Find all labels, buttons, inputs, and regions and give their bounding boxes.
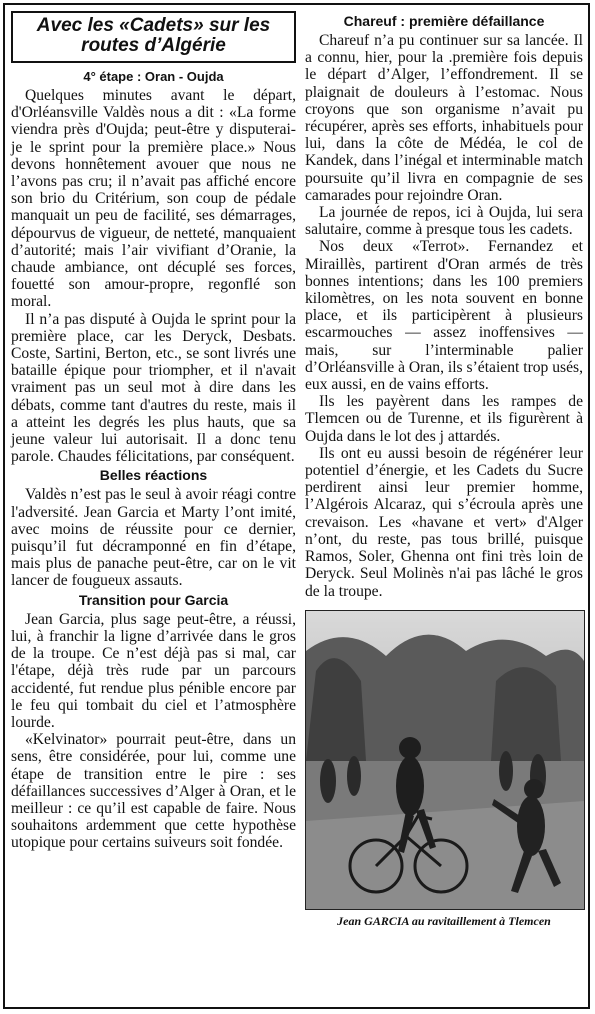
section-heading: Belles réactions: [99, 467, 208, 484]
paragraph: Jean Garcia, plus sage peut-être, a réussi, lui, à franchir la ligne d’arrivée dans le gros de la troupe. Ce n’est déjà pas si mal, car l'étape, déjà très rude par un parcours accidenté, fut rendue plus pénible encore par le feu qui tombait du ciel et l’atmosphère lourde.: [11, 610, 296, 731]
paragraph: Valdès n’est pas le seul à avoir réagi contre l'adversité. Jean Garcia et Marty l’ont imité, avec moins de réussite pour ce dernier, puisqu’il fut décramponné en fin d’étape, mais plus de panache peut-être, car on le vit lancer de fougueux assauts.: [11, 486, 296, 590]
section-heading: Chareuf : première défaillance: [343, 13, 545, 29]
left-column: [11, 11, 296, 852]
paragraph: «Kelvinator» pourrait peut-être, dans un sens, être considérée, pour lui, comme une étape de transition entre le pire : ses défaillances successives d’Alger à Oran, et le meilleur : ce qu’il est capable de faire. Nous souhaitons ardemment que cette hypothèse utopique pour certains suiveurs soit fondée.: [11, 731, 296, 852]
stage-subtitle: 4° étape : Oran - Oujda: [83, 69, 224, 84]
article-title: Avec les «Cadets» sur les routes d’Algérie: [36, 15, 271, 56]
paragraph: Nos deux «Terrot». Fernandez et Miraillès, partirent d'Oran armés de très bonnes intentions; dans les 100 premiers kilomètres, on les nota souvent en bonne place, et ils participèrent à plusieurs escarmouches — assez inoffensives — mais, sur l’interminable palier d’Orléansville à Oran, ils s’étaient trop usés, eux aussi, en de vains efforts.: [305, 238, 584, 394]
paragraph: Ils ont eu aussi besoin de régénérer leur potentiel d’énergie, et les Cadets du Sucre perdirent ainsi leur premier homme, l’Algérois Alcaraz, qui s’écroula après une crevaison. Les «havane et vert» d'Alger n’ont, du reste, pas tous brillé, puisque Ramos, Soler, Ghenna ont fini très loin de Deryck. Seul Molinès n'ai pas lâché le gros de la troupe.: [305, 444, 583, 600]
right-column: [305, 11, 583, 929]
paragraph: La journée de repos, ici à Oujda, lui sera salutaire, comme à presque tous les cadets.: [305, 204, 583, 239]
cyclist-photo: [305, 610, 585, 910]
title-box: [11, 11, 296, 63]
newspaper-clipping: [3, 3, 590, 1009]
section-heading: Transition pour Garcia: [78, 591, 229, 608]
photo-caption: Jean GARCIA au ravitaillement à Tlemcen: [337, 913, 551, 928]
cyclist-photo-illustration: [306, 611, 584, 909]
paragraph: Chareuf n’a pu continuer sur sa lancée. Il a connu, hier, pour la .première fois depuis le départ d’Alger, l’effondrement. Il se plaignait de douleurs à l’estomac. Nous croyons que son organisme n’avait pu récupérer, après ses efforts, inhabituels pour lui, dans la côte de Médéa, le col de Kandek, dans l’inégal et interminable match poursuite qu’il livra en compagnie de ses camarades pour rejoindre Oran.: [305, 32, 583, 204]
paragraph: Il n’a pas disputé à Oujda le sprint pour la première place, car les Deryck, Desbats. Coste, Sartini, Berton, etc., se sont livrés une bataille épique pour triompher, et il n'avait vraiment pas un seul mot à dire dans les débats, comme tant d'autres du reste, mais il a atteint les degrés les plus hauts, que sa jeune valeur lui autorisait. Il a donc tenu parole. Chaudes félicitations, par conséquent.: [11, 310, 296, 466]
paragraph: Ils les payèrent dans les rampes de Tlemcen ou de Turenne, et ils figurèrent à Oujda dans le lot des j attardés.: [305, 393, 583, 445]
paragraph: Quelques minutes avant le départ, d'Orléansville Valdès nous a dit : «La forme viendra près d'Oujda; peut-être y disputerai-je le sprint pour la première place.» Nous devons honnêtement avouer que nous ne l’avons pas cru; il n’avait pas affiché encore son brio du Critérium, son coup de pédale manquait un peu de facilité, ses démarrages, dépourvus de vigueur, de netteté, manquaient d’autorité; mais l’air vivifiant d’Oranie, la chaude ambiance, ont décuplé ses forces, fouetté son amour-propre, regonflé son moral.: [11, 87, 296, 311]
